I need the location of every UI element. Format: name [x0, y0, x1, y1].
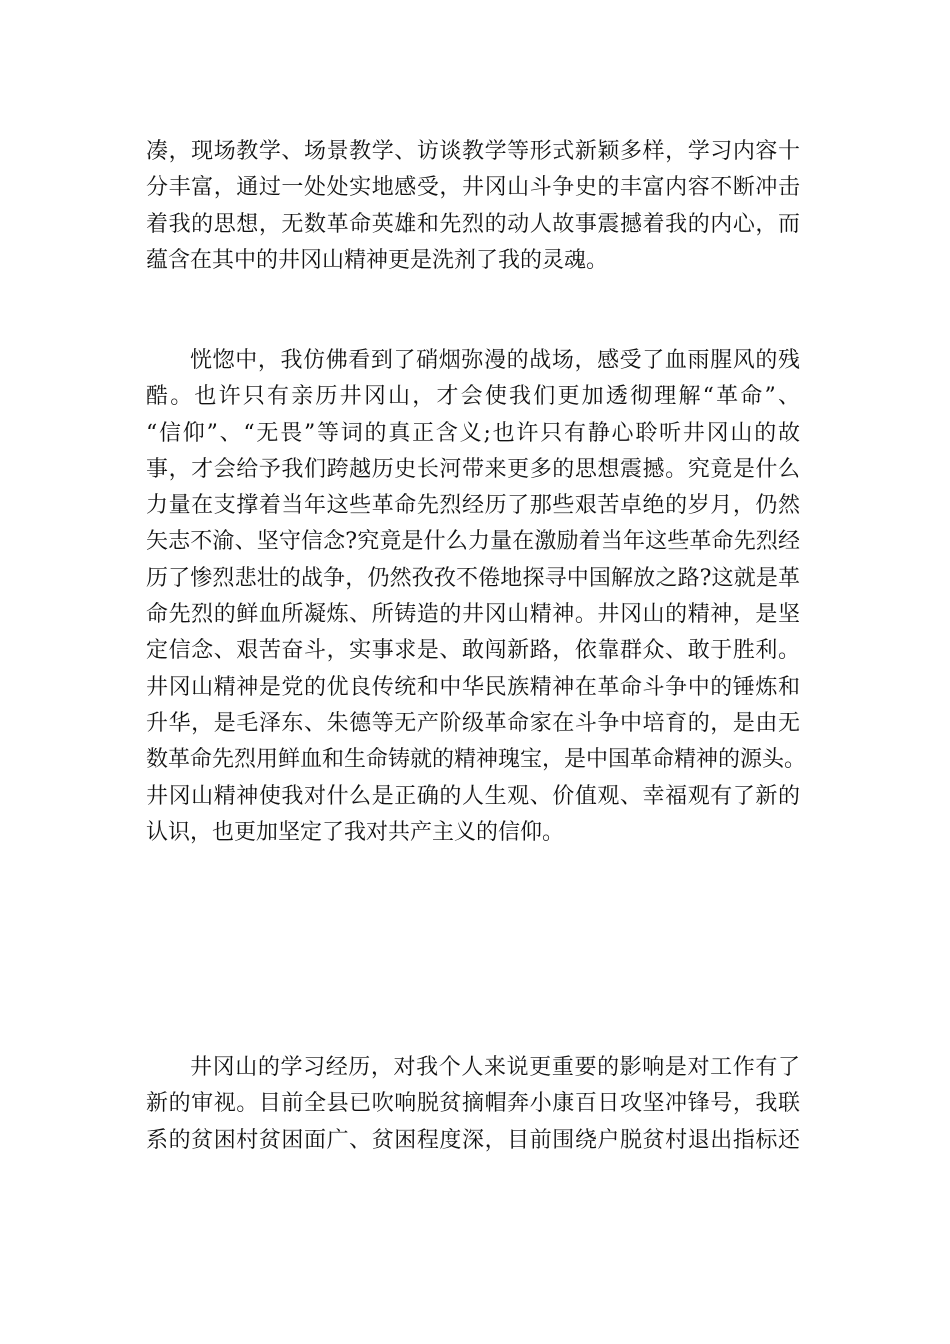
text-line: 着我的思想，无数革命英雄和先烈的动人故事震撼着我的内心，而	[146, 211, 800, 237]
text-line: 定信念、艰苦奋斗，实事求是、敢闯新路，依靠群众、敢于胜利。	[146, 638, 800, 664]
text-line: 系的贫困村贫困面广、贫困程度深，目前围绕户脱贫村退出指标还	[146, 1127, 800, 1153]
text-line: 命先烈的鲜血所凝炼、所铸造的井冈山精神。井冈山的精神，是坚	[146, 602, 800, 628]
text-line: 井冈山精神是党的优良传统和中华民族精神在革命斗争中的锤炼和	[146, 674, 800, 700]
text-line: 历了惨烈悲壮的战争，仍然孜孜不倦地探寻中国解放之路?这就是革	[146, 565, 800, 591]
text-line: 升华，是毛泽东、朱德等无产阶级革命家在斗争中培育的，是由无	[146, 710, 800, 736]
text-line: 分丰富，通过一处处实地感受，井冈山斗争史的丰富内容不断冲击	[146, 175, 800, 201]
text-line: 数革命先烈用鲜血和生命铸就的精神瑰宝，是中国革命精神的源头。	[146, 747, 807, 773]
text-line: 凑，现场教学、场景教学、访谈教学等形式新颖多样，学习内容十	[146, 139, 800, 164]
text-line: 力量在支撑着当年这些革命先烈经历了那些艰苦卓绝的岁月，仍然	[146, 493, 800, 519]
text-line: 新的审视。目前全县已吹响脱贫摘帽奔小康百日攻坚冲锋号，我联	[146, 1091, 800, 1117]
text-line: 蕴含在其中的井冈山精神更是洗剂了我的灵魂。	[146, 247, 609, 273]
paragraph-3	[146, 1050, 800, 1159]
text-line: “信仰”、“无畏”等词的真正含义;也许只有静心聆听井冈山的故	[146, 420, 800, 446]
text-line: 认识，也更加坚定了我对共产主义的信仰。	[146, 819, 565, 845]
paragraph-2	[146, 343, 807, 851]
text-line: 事，才会给予我们跨越历史长河带来更多的思想震撼。究竟是什么	[146, 456, 800, 482]
text-line: 井冈山的学习经历，对我个人来说更重要的影响是对工作有了	[190, 1055, 800, 1080]
text-line: 恍惚中，我仿佛看到了硝烟弥漫的战场，感受了血雨腥风的残	[190, 348, 800, 373]
text-line: 矢志不渝、坚守信念?究竟是什么力量在激励着当年这些革命先烈经	[146, 529, 800, 555]
text-line: 酷。也许只有亲历井冈山，才会使我们更加透彻理解“革命”、	[146, 384, 800, 410]
text-line: 井冈山精神使我对什么是正确的人生观、价值观、幸福观有了新的	[146, 783, 800, 809]
paragraph-1	[146, 134, 800, 279]
